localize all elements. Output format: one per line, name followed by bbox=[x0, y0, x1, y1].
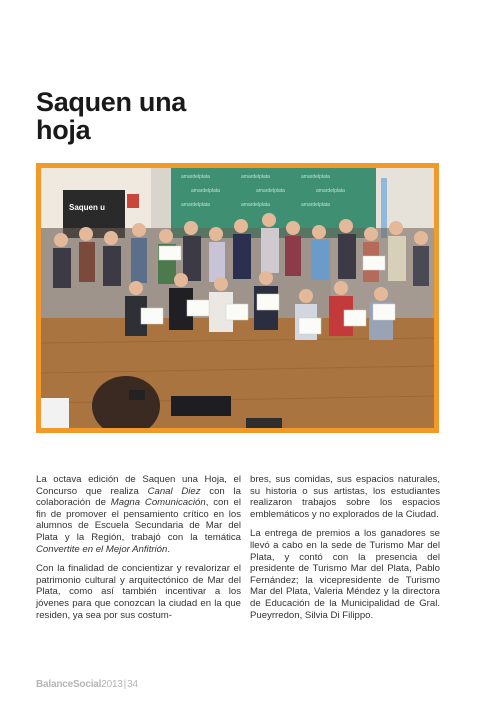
footer-year: 2013 bbox=[101, 679, 123, 690]
svg-text:amardelplata: amardelplata bbox=[316, 188, 345, 194]
intro-text-2: con la colaboración de bbox=[36, 485, 241, 509]
footer-page-number: 34 bbox=[127, 679, 138, 690]
svg-text:amardelplata: amardelplata bbox=[241, 174, 270, 180]
article-column-right bbox=[250, 474, 440, 629]
intro-emphasis-canal: Canal Diez bbox=[147, 485, 201, 497]
svg-text:amardelplata: amardelplata bbox=[181, 202, 210, 208]
intro-emphasis-theme: Convertite en el Mejor Anfitrión bbox=[36, 543, 168, 555]
article-title bbox=[36, 88, 186, 144]
title-line-1: Saquen una bbox=[36, 87, 187, 117]
photo-frame bbox=[36, 163, 439, 433]
svg-text:amardelplata: amardelplata bbox=[191, 188, 220, 194]
group-photo-illustration bbox=[41, 168, 434, 428]
footer-separator: | bbox=[123, 679, 127, 690]
svg-text:amardelplata: amardelplata bbox=[301, 174, 330, 180]
svg-text:amardelplata: amardelplata bbox=[241, 202, 270, 208]
svg-text:amardelplata: amardelplata bbox=[301, 202, 330, 208]
paragraph-awards: La entrega de premios a los ganadores se llevó a cabo en la sede de Turismo Mar del Plata, y contó con la presencia del presidente de Turismo Mar del Plata, Pablo Fernández; la vicepresidente de Turismo Mar del Plata, Valeria Méndez y la directora de Educación de la Municipalidad de Gral. Pueyrredon, Silvia Di Filippo. bbox=[250, 528, 440, 621]
footer-report-name: BalanceSocial bbox=[36, 679, 102, 690]
article-column-left bbox=[36, 474, 241, 629]
intro-text-3: , con el fin de promover el pensamiento crítico en los alumnos de Escuela Secundaria de Mar del Plata y la Región, trabajó con la temática bbox=[36, 497, 241, 543]
svg-text:amardelplata: amardelplata bbox=[256, 188, 285, 194]
svg-text:amardelplata: amardelplata bbox=[181, 174, 210, 180]
paragraph-intro bbox=[36, 474, 241, 555]
title-line-2: hoja bbox=[36, 115, 91, 145]
paragraph-continuation: bres, sus comidas, sus espacios naturales, su historia o sus artistas, los estudiantes realizaron trabajos sobre los espacios emblemáticos y no explorados de la Ciudad. bbox=[250, 474, 440, 520]
intro-text-1: La octava edición de Saquen una Hoja, el Concurso que realiza bbox=[36, 474, 241, 497]
page-footer bbox=[36, 679, 138, 690]
paragraph-purpose: Con la finalidad de concientizar y revalorizar el patrimonio cultural y arquitectónico de Mar del Plata, como así también incentivar a los jóvenes para que conozcan la ciudad en la que residen, ya sea por sus costum- bbox=[36, 563, 241, 621]
intro-text-4: . bbox=[167, 543, 171, 555]
intro-emphasis-magna: Magna Comunicación bbox=[110, 497, 206, 509]
banner-text: Saquen u bbox=[69, 203, 106, 212]
group-photo bbox=[41, 168, 434, 428]
